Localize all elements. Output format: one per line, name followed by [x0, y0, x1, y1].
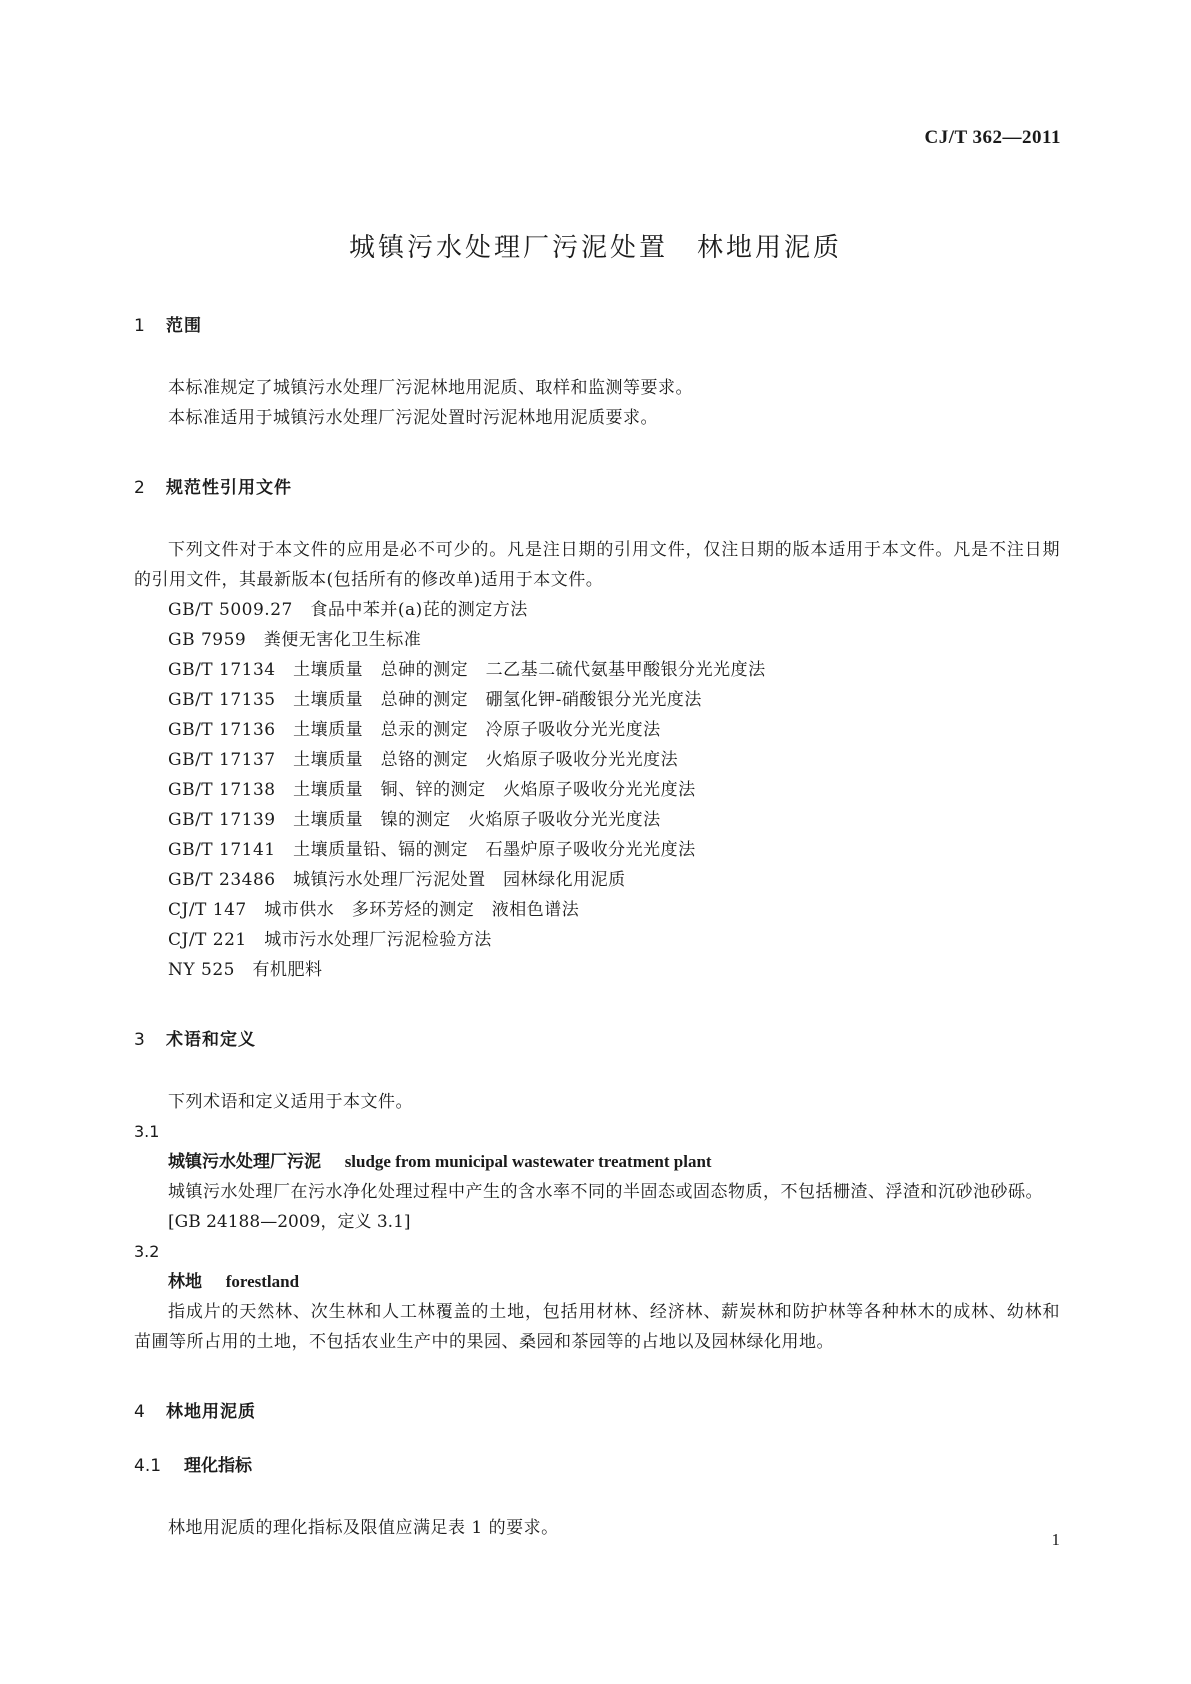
page-number: 1 — [1051, 1530, 1060, 1549]
term-cn: 城镇污水处理厂污泥 — [168, 1152, 321, 1172]
section-title: 林地用泥质 — [166, 1402, 256, 1422]
term-cn: 林地 — [168, 1272, 202, 1292]
section-1-heading — [134, 313, 1060, 339]
term-definition: 指成片的天然林、次生林和人工林覆盖的土地，包括用材林、经济林、薪炭林和防护林等各种林木的成林、幼林和苗圃等所占用的土地，不包括农业生产中的果园、桑园和茶园等的占地以及园林绿化用地。 — [134, 1302, 1060, 1352]
section-title: 规范性引用文件 — [166, 478, 292, 498]
section-number: 2 — [134, 478, 146, 498]
paragraph: 下列术语和定义适用于本文件。 — [168, 1092, 413, 1112]
reference-item: NY 525 有机肥料 — [168, 960, 323, 980]
reference-item: GB/T 17134 土壤质量 总砷的测定 二乙基二硫代氨基甲酸银分光光度法 — [168, 660, 766, 680]
paragraph: 本标准规定了城镇污水处理厂污泥林地用泥质、取样和监测等要求。 — [168, 378, 693, 398]
term-number: 3.1 — [134, 1122, 160, 1141]
section-3-heading — [134, 1027, 1060, 1053]
section-title: 术语和定义 — [166, 1030, 256, 1050]
section-number: 3 — [134, 1030, 146, 1050]
reference-item: GB 7959 粪便无害化卫生标准 — [168, 630, 422, 650]
term-heading — [134, 1267, 1060, 1297]
reference-item: GB/T 17138 土壤质量 铜、锌的测定 火焰原子吸收分光光度法 — [168, 780, 696, 800]
term-source: [GB 24188—2009，定义 3.1] — [168, 1212, 411, 1232]
reference-item: GB/T 17135 土壤质量 总砷的测定 硼氢化钾-硝酸银分光光度法 — [168, 690, 702, 710]
paragraph: 本标准适用于城镇污水处理厂污泥处置时污泥林地用泥质要求。 — [168, 408, 658, 428]
section-4-heading — [134, 1399, 1060, 1425]
section-2-heading — [134, 475, 1060, 501]
document-title: 城镇污水处理厂污泥处置 林地用泥质 — [348, 233, 842, 263]
subsection-number: 4.1 — [134, 1456, 162, 1476]
term-heading — [134, 1147, 1060, 1177]
subsection-4-1-heading — [134, 1453, 1060, 1479]
section-number: 4 — [134, 1402, 146, 1422]
reference-item: GB/T 17141 土壤质量铅、镉的测定 石墨炉原子吸收分光光度法 — [168, 840, 696, 860]
section-title: 范围 — [166, 316, 202, 336]
term-definition: 城镇污水处理厂在污水净化处理过程中产生的含水率不同的半固态或固态物质，不包括栅渣、浮渣和沉砂池砂砾。 — [168, 1182, 1043, 1202]
paragraph: 下列文件对于本文件的应用是必不可少的。凡是注日期的引用文件，仅注日期的版本适用于本文件。凡是不注日期的引用文件，其最新版本(包括所有的修改单)适用于本文件。 — [134, 540, 1060, 590]
subsection-title: 理化指标 — [184, 1456, 252, 1476]
reference-item: GB/T 17137 土壤质量 总铬的测定 火焰原子吸收分光光度法 — [168, 750, 679, 770]
term-number: 3.2 — [134, 1242, 160, 1261]
term-en: sludge from municipal wastewater treatment plant — [344, 1152, 712, 1171]
reference-item: GB/T 5009.27 食品中苯并(a)芘的测定方法 — [168, 600, 528, 620]
reference-item: GB/T 17136 土壤质量 总汞的测定 冷原子吸收分光光度法 — [168, 720, 661, 740]
document-body — [134, 313, 1060, 1543]
reference-item: CJ/T 221 城市污水处理厂污泥检验方法 — [168, 930, 492, 950]
reference-item: CJ/T 147 城市供水 多环芳烃的测定 液相色谱法 — [168, 900, 580, 920]
term-en: forestland — [225, 1272, 300, 1291]
reference-item: GB/T 17139 土壤质量 镍的测定 火焰原子吸收分光光度法 — [168, 810, 661, 830]
paragraph: 林地用泥质的理化指标及限值应满足表 1 的要求。 — [168, 1518, 559, 1538]
section-number: 1 — [134, 316, 146, 336]
reference-item: GB/T 23486 城镇污水处理厂污泥处置 园林绿化用泥质 — [168, 870, 626, 890]
standard-code: CJ/T 362—2011 — [924, 127, 1061, 148]
